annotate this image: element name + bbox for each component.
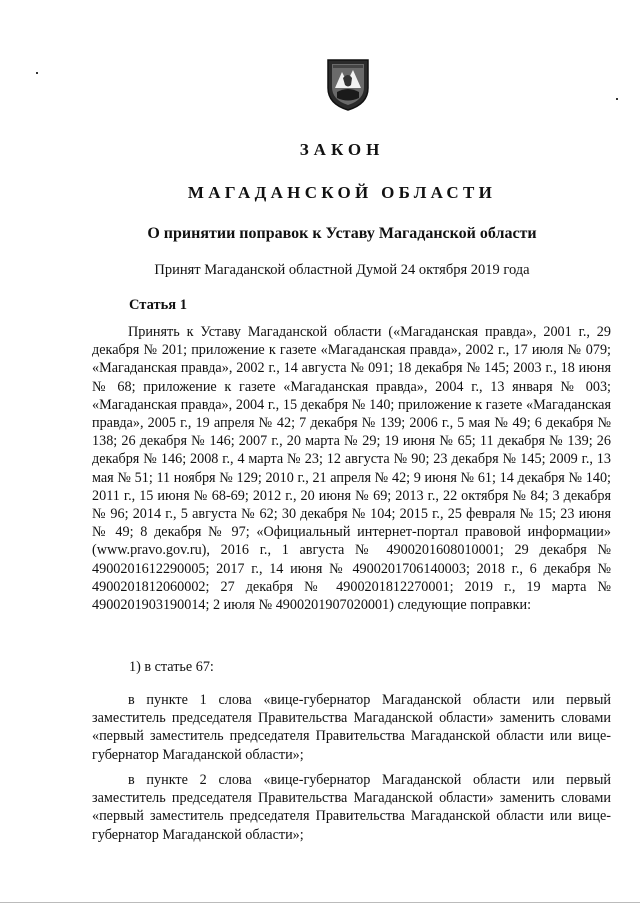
article-heading: Статья 1 — [129, 297, 187, 313]
main-paragraph: Принять к Уставу Магаданской области («Магаданская правда», 2001 г., 29 декабря № 201; приложение к газете «Магаданская правда», 2002 г., 17 июля № 079; «Магаданская правда», 2002 г., 14 августа № 091; 18 декабря № 145; 2003 г., 18 июня № 68; приложение к газете «Магаданская правда», 2004 г., 13 января № 003; «Магаданская правда», 2004 г., 15 декабря № 140; приложение к газете «Магаданская правда», 2005 г., 19 апреля № 42; 7 декабря № 139; 2006 г., 5 мая № 49; 6 декабря № 138; 26 декабря № 146; 2007 г., 20 марта № 29; 19 июня № 65; 11 декабря № 139; 26 декабря № 146; 2008 г., 4 марта № 23; 12 августа № 90; 23 декабря № 145; 2009 г., 13 мая № 51; 11 ноября № 129; 2010 г., 21 апреля № 42; 9 июня № 61; 14 декабря № 140; 2011 г., 15 июня № 68-69; 2012 г., 20 июня № 69; 2013 г., 22 октября № 84; 3 декабря № 96; 2014 г., 5 августа № 62; 30 декабря № 104; 2015 г., 25 февраля № 15; 23 июня № 49; 8 декабря № 97; «Официальный интернет-портал правовой информации» (www.pravo.gov.ru), 2016 г., 1 августа № 4900201608010001; 29 декабря № 4900201612290005; 2017 г., 14 июня № 4900201706140003; 2018 г., 6 декабря № 4900201812060002; 27 декабря № 4900201812270001; 2019 г., 19 марта № 4900201903190014; 2 июля № 4900201907020001) следующие поправки: — [92, 324, 611, 614]
item-heading: 1) в статье 67: — [129, 659, 214, 675]
scan-speck — [36, 72, 38, 74]
scan-edge-line — [0, 902, 640, 903]
amendment-point-1: в пункте 1 слова «вице-губернатор Магаданской области или первый заместитель председателя Правительства Магаданской области» заменить словами «первый заместитель председателя Правительства Магаданской области или вице-губернатор Магаданской области»; — [92, 692, 611, 763]
document-title-region: МАГАДАНСКОЙ ОБЛАСТИ — [187, 183, 497, 202]
amendment-point-2: в пункте 2 слова «вице-губернатор Магаданской области или первый заместитель председателя Правительства Магаданской области» заменить словами «первый заместитель председателя Правительства Магаданской области или вице-губернатор Магаданской области»; — [92, 772, 611, 843]
document-subtitle: О принятии поправок к Уставу Магаданской области — [147, 225, 537, 242]
adoption-note: Принят Магаданской областной Думой 24 октября 2019 года — [154, 262, 530, 278]
scan-speck — [616, 98, 618, 100]
document-title-law: ЗАКОН — [299, 140, 385, 159]
coat-of-arms-svg — [325, 58, 371, 112]
coat-of-arms-icon — [325, 58, 371, 112]
